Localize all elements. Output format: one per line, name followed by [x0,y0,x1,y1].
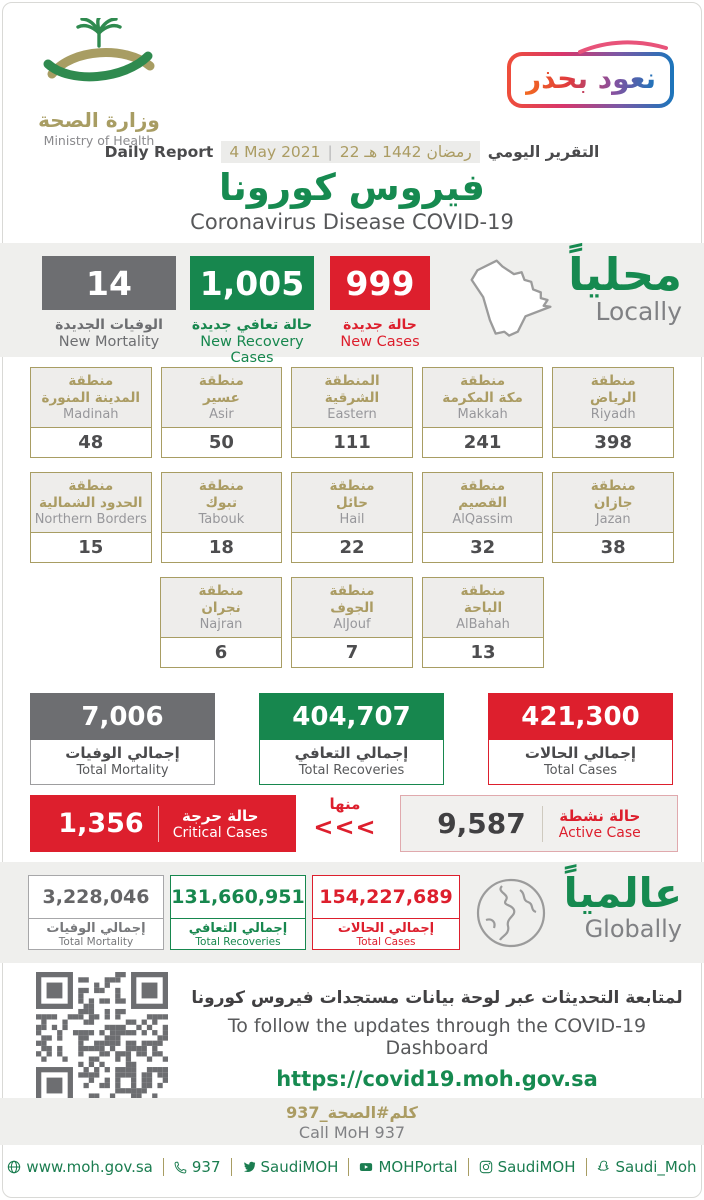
region-ar1: المنطقة [324,372,380,389]
footer-twitter[interactable] [242,1158,339,1176]
region-en: Riyadh [590,407,636,423]
region-card-riyadh [552,367,674,458]
divider [586,1158,587,1176]
region-en: Eastern [327,407,377,423]
of-which-pointer [305,795,385,839]
total-mortality-value: 7,006 [30,693,215,740]
new-recovery-label-en: New Recovery Cases [200,334,304,366]
call-label-ar: كلم#الصحة_937 [286,1103,418,1122]
region-ar2: تبوك [205,494,238,511]
region-card-makkah [422,367,544,458]
global-mortality-stat [28,875,164,950]
region-ar1: منطقة [460,582,506,599]
footer-links [0,1158,704,1176]
critical-cases-label-en: Critical Cases [172,824,268,841]
region-ar1: منطقة [590,477,636,494]
divider [348,1158,349,1176]
region-ar1: منطقة [68,477,114,494]
instagram-icon [479,1160,493,1174]
global-recoveries-value: 131,660,951 [171,886,305,908]
saudi-map-icon [460,253,564,349]
region-value: 32 [423,533,543,562]
region-en: Hail [339,512,365,528]
footer-website-label: www.moh.gov.sa [26,1158,153,1176]
region-card-aljouf [291,577,413,668]
region-value: 111 [292,428,412,457]
total-recoveries-stat [259,693,444,785]
region-card-eastern [291,367,413,458]
global-recoveries-label-en: Total Recoveries [195,936,281,948]
new-recovery-label-ar: حالة تعافي جديدة [191,317,313,333]
region-ar1: منطقة [198,372,244,389]
region-ar1: منطقة [460,477,506,494]
region-en: AlQassim [452,512,513,528]
total-mortality-label-ar: إجمالي الوفيات [65,744,180,762]
total-recoveries-value: 404,707 [259,693,444,740]
region-card-alqassim [422,472,544,563]
region-ar1: منطقة [329,477,375,494]
region-ar2: الرياض [589,389,637,406]
global-cases-value: 154,227,689 [319,886,453,908]
page-title-en: Coronavirus Disease COVID-19 [190,210,514,234]
region-ar2: عسير [202,389,240,406]
footer-youtube-label: MOHPortal [378,1158,458,1176]
divider [158,806,159,842]
divider [231,1158,232,1176]
divider [468,1158,469,1176]
footer-snapchat[interactable] [597,1158,697,1176]
dashboard-note [185,988,689,1091]
region-en: AlBahah [456,617,510,633]
region-ar2: الجوف [330,599,374,616]
region-card-madinah [30,367,152,458]
active-cases-label-en: Active Case [558,824,641,841]
report-date-line [0,141,704,163]
total-recoveries-label-en: Total Recoveries [298,763,405,778]
new-mortality-stat [42,256,176,350]
badge-text: نعود بحذر [525,62,656,95]
date-separator: | [327,143,333,161]
critical-cases-value: 1,356 [58,808,144,839]
date-hijri: 22 رمضان 1442 هـ [339,143,472,161]
critical-cases-label-ar: حالة حرجة [181,806,259,825]
moh-name-en: Ministry of Health [43,133,155,148]
region-ar1: منطقة [590,372,636,389]
region-en: Tabouk [198,512,245,528]
global-cases-label-en: Total Cases [356,936,416,948]
region-en: AlJouf [333,617,371,633]
total-mortality-stat [30,693,215,785]
return-with-caution-badge [507,52,674,108]
region-ar1: منطقة [198,582,244,599]
globally-heading-ar: عالمياً [563,869,682,917]
region-en: Madinah [63,407,119,423]
region-value: 7 [292,638,412,667]
region-ar2: المدينة المنورة [41,389,141,406]
total-mortality-label-en: Total Mortality [76,763,169,778]
moh-logo-icon [38,18,160,102]
region-grid-row1 [30,367,674,458]
global-mortality-label-ar: إجمالي الوفيات [46,921,146,936]
new-cases-stat [330,256,430,350]
region-grid-row3 [160,577,544,668]
locally-heading-en: Locally [595,296,682,326]
region-value: 15 [31,533,151,562]
new-cases-label-ar: حالة جديدة [343,317,417,333]
region-ar2: الباحة [463,599,503,616]
footer-website[interactable] [7,1158,152,1176]
global-cases-stat [312,875,460,950]
region-en: Jazan [595,512,631,528]
dashboard-note-en: To follow the updates through the COVID-19 Dashboard [227,1015,647,1059]
total-cases-label-ar: إجمالي الحالات [524,744,637,762]
region-ar2: الشرقية [324,389,380,406]
region-value: 241 [423,428,543,457]
region-card-jazan [552,472,674,563]
youtube-icon [359,1160,373,1174]
call-band [0,1098,704,1145]
total-cases-value: 421,300 [488,693,673,740]
new-recovery-stat [190,256,314,366]
region-value: 398 [553,428,673,457]
total-recoveries-label-ar: إجمالي التعافي [294,744,409,762]
global-recoveries-label-ar: إجمالي التعافي [188,921,288,936]
divider [542,806,543,842]
global-mortality-label-en: Total Mortality [58,936,134,948]
moh-logo [34,18,164,148]
phone-icon [174,1161,187,1174]
footer-instagram-label: SaudiMOH [497,1158,576,1176]
region-en: Northern Borders [34,512,147,528]
locally-heading-ar: محلياً [568,248,682,301]
total-cases-stat [488,693,673,785]
region-grid-row2 [30,472,674,563]
new-cases-label-en: New Cases [340,334,420,350]
new-mortality-label-ar: الوفيات الجديدة [55,317,163,333]
region-ar1: منطقة [68,372,114,389]
region-ar2: القصيم [458,494,507,511]
new-recovery-value: 1,005 [190,256,314,310]
dashboard-note-ar: لمتابعة التحديثات عبر لوحة بيانات مستجدات فيروس كورونا [191,988,683,1008]
total-cases-label-en: Total Cases [543,763,618,778]
footer-phone-label: 937 [191,1158,221,1176]
page-title-ar: فيروس كورونا [218,166,486,209]
footer-youtube[interactable] [359,1158,457,1176]
global-recoveries-stat [170,875,306,950]
region-card-albahah [422,577,544,668]
global-cases-label-ar: إجمالي الحالات [337,921,435,936]
moh-name-ar: وزارة الصحة [38,108,160,132]
region-ar2: حائل [336,494,368,511]
region-ar2: مكة المكرمة [442,389,523,406]
region-en: Asir [209,407,234,423]
region-value: 22 [292,533,412,562]
region-ar2: جازان [593,494,633,511]
daily-report-ar: التقرير اليومي [487,143,600,161]
twitter-icon [242,1160,256,1174]
region-value: 13 [423,638,543,667]
footer-instagram[interactable] [479,1158,576,1176]
chevrons-icon: <<< [313,813,377,841]
region-value: 48 [31,428,151,457]
new-mortality-label-en: New Mortality [58,334,160,350]
region-value: 50 [162,428,282,457]
region-ar2: الحدود الشمالية [39,494,143,511]
snapchat-icon [597,1160,611,1174]
dashboard-link[interactable]: https://covid19.moh.gov.sa [276,1067,598,1091]
new-cases-value: 999 [330,256,430,310]
critical-cases-stat [30,795,296,852]
region-ar1: منطقة [329,582,375,599]
call-label-en: Call MoH 937 [298,1123,406,1142]
active-cases-stat [400,795,678,852]
globe-icon [7,1160,21,1174]
globe-icon [472,874,550,952]
new-mortality-value: 14 [42,256,176,310]
region-en: Makkah [457,407,508,423]
divider [163,1158,164,1176]
report-date [221,141,479,163]
region-ar1: منطقة [460,372,506,389]
active-cases-label-ar: حالة نشطة [559,806,641,825]
region-ar1: منطقة [198,477,244,494]
region-en: Najran [199,617,243,633]
date-gregorian: 4 May 2021 [229,143,321,161]
region-card-najran [160,577,282,668]
region-card-tabouk [161,472,283,563]
globally-band [0,862,704,963]
daily-report-en: Daily Report [104,143,214,161]
region-card-hail [291,472,413,563]
region-card-northern-borders [30,472,152,563]
globally-heading [564,870,682,943]
region-value: 6 [161,638,281,667]
region-value: 38 [553,533,673,562]
active-cases-value: 9,587 [437,807,526,840]
region-card-asir [161,367,283,458]
locally-band [0,243,704,366]
region-value: 18 [162,533,282,562]
locally-heading [568,249,682,326]
global-mortality-value: 3,228,046 [42,886,150,908]
footer-phone[interactable] [174,1158,221,1176]
footer-twitter-label: SaudiMOH [260,1158,339,1176]
region-ar2: نجران [201,599,241,616]
badge-swoosh-icon [578,38,668,56]
globally-heading-en: Globally [584,915,682,944]
of-which-label: منها [329,795,361,813]
qr-code [36,972,168,1104]
footer-snapchat-label: Saudi_Moh [615,1158,697,1176]
